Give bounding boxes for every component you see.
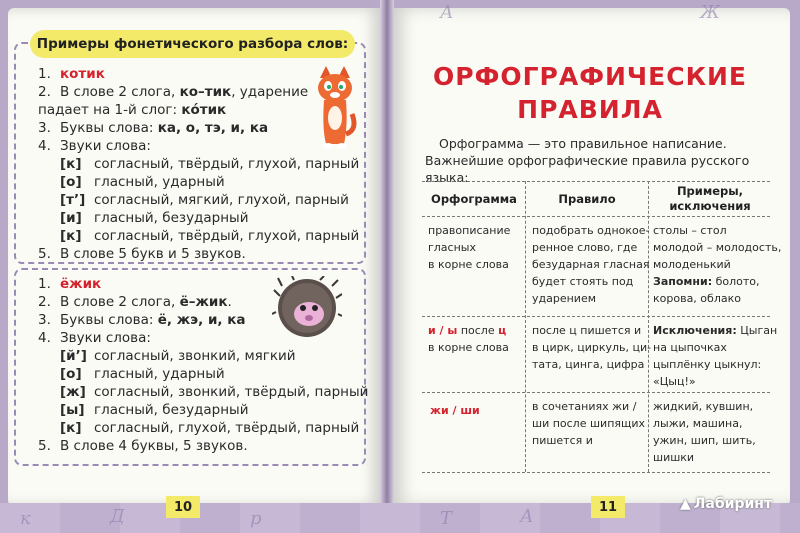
table-rule: [422, 316, 770, 317]
table-rule: [422, 472, 770, 473]
watermark-icon: ▲: [680, 496, 691, 512]
row3-orthogram: жи / ши: [430, 404, 480, 417]
decorative-letter: р: [250, 508, 262, 529]
example2-line1: 1. ёжик: [38, 276, 102, 292]
sound-row: [ы] гласный, безударный: [60, 402, 249, 418]
sound-row: [и] гласный, безударный: [60, 210, 249, 226]
row1-orthogram: правописание гласных в корне слова: [428, 224, 511, 271]
sound-row: [о] гласный, ударный: [60, 174, 225, 190]
header-examples: Примеры, исключения: [669, 184, 751, 213]
sound-row: [й’] согласный, звонкий, мягкий: [60, 348, 296, 364]
table-rule: [525, 181, 526, 472]
decorative-letter: А: [440, 2, 454, 23]
table-rule: [422, 216, 770, 217]
row3-rule: в сочетаниях жи / ши после шипящих пишется и: [532, 400, 646, 447]
intro-paragraph: Орфограмма — это правильное написание. Важнейшие орфографические правила русского языка:: [425, 136, 750, 185]
example1-line4: 4. Звуки слова:: [38, 138, 151, 154]
row1-examples: столы – стол молодой – молодость, молоденький Запомни: болото, корова, облако: [653, 224, 782, 305]
decorative-letter: Д: [110, 506, 125, 527]
book-gutter: [380, 0, 394, 533]
example1-line2: 2. В слове 2 слога, ко–тик, ударение: [38, 84, 309, 100]
row1-rule: подобрать однокое- ренное слово, где безударная гласная будет стоять под ударением: [532, 224, 650, 305]
example1-line3: 3. Буквы слова: ка, о, тэ, и, ка: [38, 120, 269, 136]
table-rule: [422, 181, 770, 182]
hedgehog-illustration: [272, 276, 342, 338]
kitten-illustration: [312, 64, 358, 154]
decorative-letter: Т: [440, 508, 453, 529]
example2-word: ёжик: [60, 276, 102, 292]
decorative-letter: Ж: [700, 2, 721, 23]
table-rule: [422, 392, 770, 393]
header-orthogram: Орфограмма: [431, 192, 517, 206]
sound-row: [о] гласный, ударный: [60, 366, 225, 382]
example2-line2: 2. В слове 2 слога, ё–жик.: [38, 294, 232, 310]
page-number-left: 10: [166, 496, 200, 518]
decorative-letter: А: [520, 506, 534, 527]
row2-rule: после ц пишется и в цирк, циркуль, ци- тата, цинга, цифра: [532, 324, 652, 371]
sound-row: [к] согласный, глухой, твёрдый, парный: [60, 420, 360, 436]
watermark-logo: ▲ Лабиринт: [680, 496, 773, 512]
page-number-right: 11: [591, 496, 625, 518]
example2-line4: 4. Звуки слова:: [38, 330, 151, 346]
sound-row: [к] согласный, твёрдый, глухой, парный: [60, 156, 360, 172]
example1-word: котик: [60, 66, 105, 82]
row2-orthogram: и / ы после ц в корне слова: [428, 324, 509, 354]
example2-line3: 3. Буквы слова: ё, жэ, и, ка: [38, 312, 246, 328]
row2-examples: Исключения: Цыган на цыпочках цыплёнку цыкнул: «Цыц!»: [653, 324, 778, 388]
example2-line5: 5. В слове 4 буквы, 5 звуков.: [38, 438, 248, 454]
row3-examples: жидкий, кувшин, лыжи, машина, ужин, шип, шить, шишки: [653, 400, 756, 464]
sound-row: [т’] согласный, мягкий, глухой, парный: [60, 192, 349, 208]
sound-row: [к] согласный, твёрдый, глухой, парный: [60, 228, 360, 244]
example1-line1: 1. котик: [38, 66, 105, 82]
left-page-title: Примеры фонетического разбора слов:: [30, 30, 355, 58]
example1-line5: 5. В слове 5 букв и 5 звуков.: [38, 246, 246, 262]
example1-line2b: падает на 1-й слог: ко́тик: [38, 102, 227, 118]
decorative-letter: к: [20, 508, 31, 529]
sound-row: [ж] согласный, звонкий, твёрдый, парный: [60, 384, 369, 400]
right-page-title: ОРФОГРАФИЧЕСКИЕ ПРАВИЛА: [433, 62, 747, 124]
header-rule: Правило: [558, 192, 616, 206]
